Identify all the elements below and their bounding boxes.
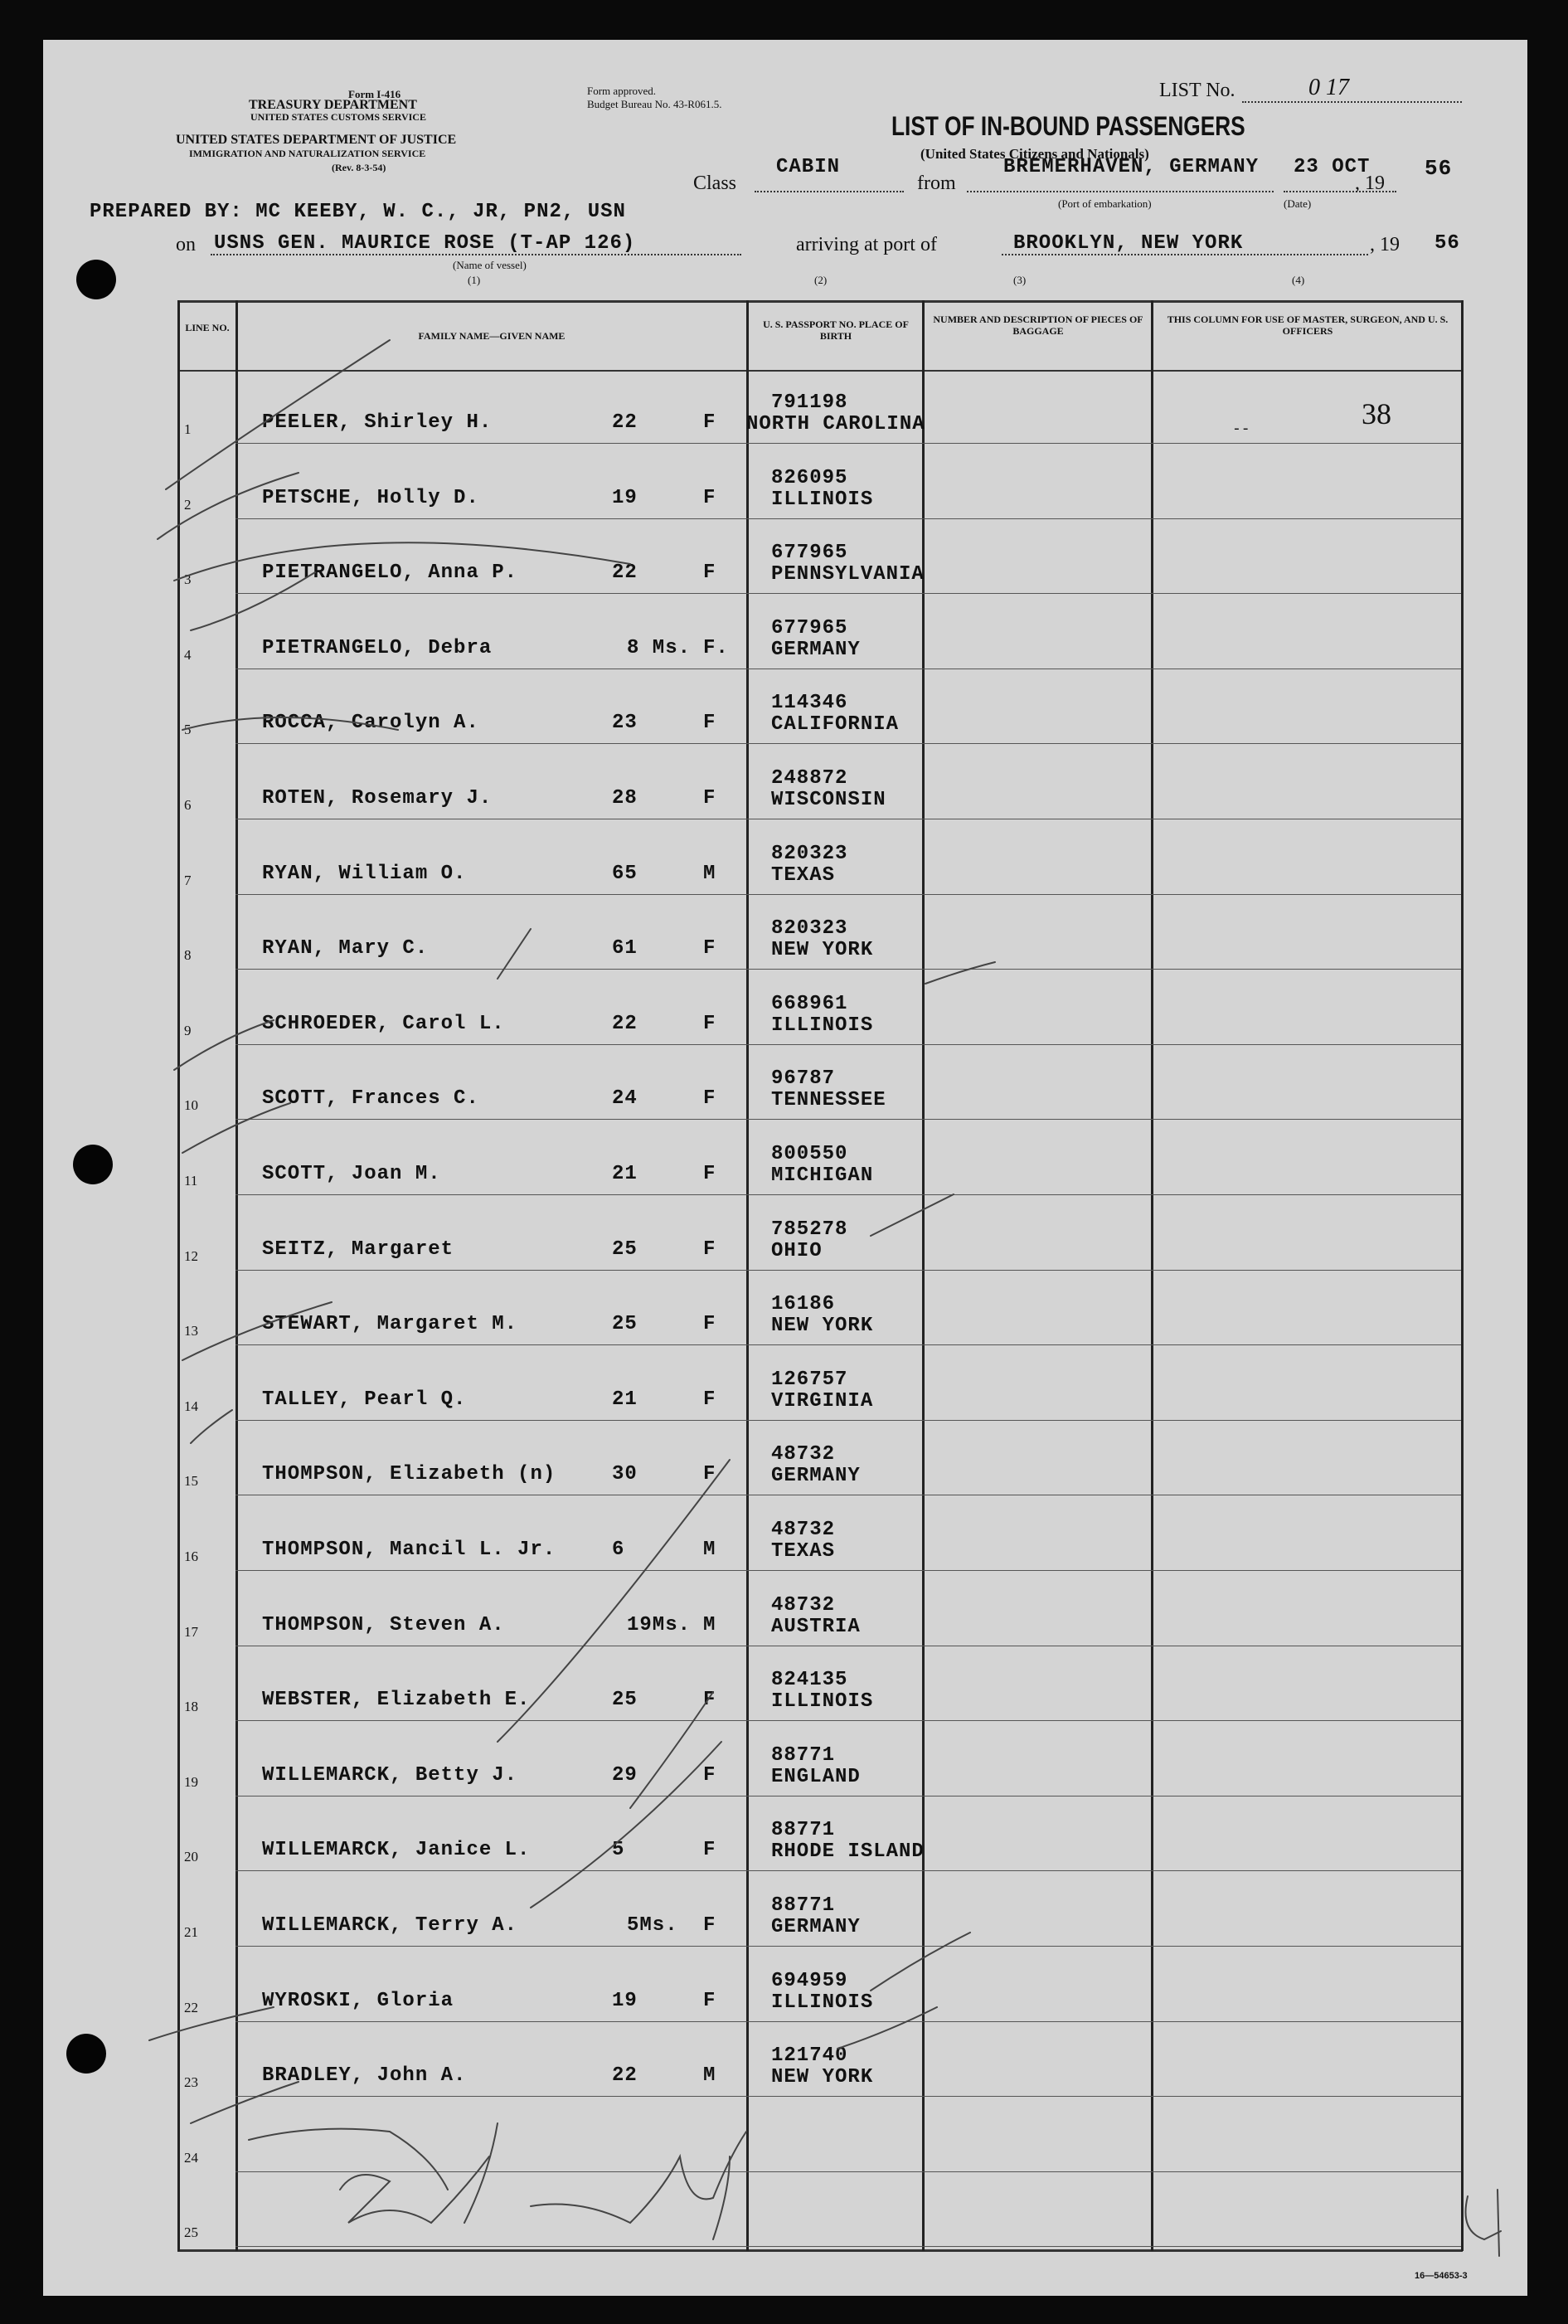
row-birthplace: ILLINOIS xyxy=(771,1014,874,1037)
row-birthplace: WISCONSIN xyxy=(771,789,886,811)
row-name: TALLEY, Pearl Q. xyxy=(262,1388,467,1411)
prepared-by: PREPARED BY: MC KEEBY, W. C., JR, PN2, USN xyxy=(90,201,626,223)
header-officers: THIS COLUMN FOR USE OF MASTER, SURGEON, AND U. S. OFFICERS xyxy=(1167,314,1449,337)
row-age: 24 xyxy=(612,1087,638,1111)
row-line-number: 7 xyxy=(184,872,192,888)
row-name: RYAN, William O. xyxy=(262,862,467,885)
row-sex: F xyxy=(703,1012,716,1035)
row-sex: M xyxy=(703,2064,716,2088)
row-passport: 694959 xyxy=(771,1969,848,1992)
row-age: 21 xyxy=(612,1163,638,1185)
row-name: WYROSKI, Gloria xyxy=(262,1989,454,2012)
row-birthplace: ILLINOIS xyxy=(771,488,874,511)
row-birthplace: CALIFORNIA xyxy=(771,713,900,737)
row-sex: F xyxy=(703,1087,716,1111)
row-passport: 677965 xyxy=(771,542,848,565)
row-passport: 677965 xyxy=(771,616,848,639)
header-baggage: NUMBER AND DESCRIPTION OF PIECES OF BAGGAGE xyxy=(933,314,1143,337)
row-age: 23 xyxy=(612,712,638,735)
from-label: from xyxy=(917,173,956,194)
row-name: STEWART, Margaret M. xyxy=(262,1313,518,1336)
row-sex: F xyxy=(703,411,716,434)
row-line-number: 14 xyxy=(184,1398,198,1414)
dept-treasury: TREASURY DEPARTMENT xyxy=(249,98,417,112)
year-prefix-1: , 19 xyxy=(1355,173,1385,194)
row-age: 22 xyxy=(612,411,638,434)
col-num-2: (2) xyxy=(814,274,828,286)
row-age: 19Ms. xyxy=(627,1613,692,1636)
row-passport: 16186 xyxy=(771,1293,836,1316)
row-age: 30 xyxy=(612,1463,638,1486)
row-line-number: 1 xyxy=(184,421,192,437)
row-birthplace: ENGLAND xyxy=(771,1765,861,1788)
date-value: 23 OCT xyxy=(1294,156,1371,178)
row-age: 61 xyxy=(612,937,638,960)
row-name: SEITZ, Margaret xyxy=(262,1237,454,1261)
row-sex: F xyxy=(703,562,716,585)
row-sex: F xyxy=(703,486,716,509)
row-name: WEBSTER, Elizabeth E. xyxy=(262,1689,531,1712)
form-subtitle: (United States Citizens and Nationals) xyxy=(920,146,1149,162)
vessel-name: USNS GEN. MAURICE ROSE (T-AP 126) xyxy=(214,232,636,255)
date-label: (Date) xyxy=(1284,197,1312,210)
dept-ins: IMMIGRATION AND NATURALIZATION SERVICE xyxy=(189,148,426,159)
year-value-2: 56 xyxy=(1435,232,1460,255)
row-name: THOMPSON, Steven A. xyxy=(262,1613,505,1636)
row-name: SCOTT, Joan M. xyxy=(262,1163,441,1185)
row-birthplace: NEW YORK xyxy=(771,2066,874,2089)
row-birthplace: OHIO xyxy=(771,1239,823,1262)
row-birthplace: ILLINOIS xyxy=(771,1690,874,1714)
row-age: 5Ms. xyxy=(627,1914,678,1937)
row-passport: 826095 xyxy=(771,466,848,489)
row-birthplace: PENNSYLVANIA xyxy=(771,563,925,586)
row-line-number: 11 xyxy=(184,1173,198,1189)
row-line-number: 18 xyxy=(184,1699,198,1715)
row-age: 6 xyxy=(612,1539,625,1561)
row-passport: 785278 xyxy=(771,1218,848,1241)
row-line-number: 16 xyxy=(184,1549,198,1564)
row-birthplace: MICHIGAN xyxy=(771,1164,874,1187)
row-sex: M xyxy=(703,862,716,885)
row-line-number: 2 xyxy=(184,496,192,513)
list-no-label: LIST No. xyxy=(1159,80,1235,101)
row-passport: 824135 xyxy=(771,1669,848,1692)
row-passport: 48732 xyxy=(771,1519,836,1541)
row-line-number: 12 xyxy=(184,1247,198,1264)
row-name: PIETRANGELO, Debra xyxy=(262,636,493,659)
row-birthplace: RHODE ISLAND xyxy=(771,1840,925,1864)
row-name: WILLEMARCK, Janice L. xyxy=(262,1839,531,1862)
row-birthplace: AUSTRIA xyxy=(771,1615,861,1638)
row-sex: F xyxy=(703,1313,716,1336)
row-passport: 668961 xyxy=(771,992,848,1015)
officer-count: 38 xyxy=(1362,397,1391,430)
row-birthplace: TEXAS xyxy=(771,1540,836,1563)
row-age: 22 xyxy=(612,562,638,585)
row-line-number: 20 xyxy=(184,1849,198,1865)
row-birthplace: GERMANY xyxy=(771,1465,861,1488)
footer-code: 16—54653-3 xyxy=(1415,2271,1468,2281)
row-birthplace: NEW YORK xyxy=(771,1315,874,1338)
row-sex: F. xyxy=(703,636,729,659)
header-line-no: LINE NO. xyxy=(185,322,230,333)
row-passport: 820323 xyxy=(771,917,848,941)
form-approved: Form approved. xyxy=(587,85,657,97)
row-line-number: 6 xyxy=(184,797,192,813)
row-line-number: 24 xyxy=(184,2149,198,2166)
header-passport: U. S. PASSPORT NO. PLACE OF BIRTH xyxy=(763,318,909,342)
row-name: WILLEMARCK, Betty J. xyxy=(262,1763,518,1787)
row-age: 25 xyxy=(612,1237,638,1261)
row-line-number: 19 xyxy=(184,1773,198,1790)
year-prefix-2: , 19 xyxy=(1370,234,1400,255)
col-num-1: (1) xyxy=(468,274,481,286)
class-value: CABIN xyxy=(776,156,841,178)
row-age: 22 xyxy=(612,1012,638,1035)
row-name: WILLEMARCK, Terry A. xyxy=(262,1914,518,1937)
row-sex: F xyxy=(703,1839,716,1862)
row-age: 21 xyxy=(612,1388,638,1411)
row-line-number: 13 xyxy=(184,1323,198,1339)
row-passport: 121740 xyxy=(771,2044,848,2068)
row-name: RYAN, Mary C. xyxy=(262,937,429,960)
row-line-number: 21 xyxy=(184,1924,198,1940)
row-name: SCHROEDER, Carol L. xyxy=(262,1012,505,1035)
col-num-4: (4) xyxy=(1292,274,1305,286)
row-age: 25 xyxy=(612,1689,638,1712)
form-title: LIST OF IN-BOUND PASSENGERS xyxy=(891,111,1245,141)
row-birthplace: GERMANY xyxy=(771,638,861,661)
row-birthplace: GERMANY xyxy=(771,1916,861,1938)
row-sex: F xyxy=(703,787,716,810)
row-sex: F xyxy=(703,1763,716,1787)
dept-customs: UNITED STATES CUSTOMS SERVICE xyxy=(250,111,426,123)
from-value: BREMERHAVEN, GERMANY xyxy=(1003,156,1260,178)
row-line-number: 8 xyxy=(184,947,192,964)
row-line-number: 17 xyxy=(184,1623,198,1640)
on-label: on xyxy=(176,234,196,255)
row-line-number: 15 xyxy=(184,1473,198,1490)
row-passport: 126757 xyxy=(771,1368,848,1391)
row-age: 5 xyxy=(612,1839,625,1862)
form-number: Form I-416 xyxy=(348,88,401,100)
row-passport: 48732 xyxy=(771,1593,836,1617)
row-line-number: 25 xyxy=(184,2224,198,2241)
corner-mark xyxy=(1489,2215,1490,2216)
row-passport: 48732 xyxy=(771,1443,836,1466)
row-age: 25 xyxy=(612,1313,638,1336)
row-age: 22 xyxy=(612,2064,638,2088)
arrival-port: BROOKLYN, NEW YORK xyxy=(1013,232,1244,255)
row-sex: F xyxy=(703,712,716,735)
row-age: 8 Ms. xyxy=(627,636,692,659)
row-line-number: 23 xyxy=(184,2074,198,2091)
officer-dash: -- xyxy=(1232,421,1250,438)
row-sex: F xyxy=(703,1914,716,1937)
row-sex: F xyxy=(703,1463,716,1486)
row-birthplace: ILLINOIS xyxy=(771,1991,874,2014)
row-name: SCOTT, Frances C. xyxy=(262,1087,479,1111)
row-name: THOMPSON, Elizabeth (n) xyxy=(262,1463,556,1486)
list-no-value: 0 17 xyxy=(1308,75,1349,100)
row-age: 65 xyxy=(612,862,638,885)
row-passport: 88771 xyxy=(771,1894,836,1917)
row-sex: F xyxy=(703,1237,716,1261)
budget-bureau: Budget Bureau No. 43-R061.5. xyxy=(587,98,722,110)
row-sex: F xyxy=(703,1388,716,1411)
row-birthplace: TENNESSEE xyxy=(771,1089,886,1112)
vessel-label: (Name of vessel) xyxy=(453,259,527,271)
class-label: Class xyxy=(693,173,737,194)
row-passport: 88771 xyxy=(771,1743,836,1767)
row-line-number: 5 xyxy=(184,722,192,738)
header-name: FAMILY NAME—GIVEN NAME xyxy=(418,330,566,342)
row-name: BRADLEY, John A. xyxy=(262,2064,467,2088)
row-line-number: 4 xyxy=(184,646,192,663)
row-age: 28 xyxy=(612,787,638,810)
row-age: 19 xyxy=(612,1989,638,2012)
arriving-label: arriving at port of xyxy=(796,234,937,255)
row-sex: F xyxy=(703,1689,716,1712)
dept-justice: UNITED STATES DEPARTMENT OF JUSTICE xyxy=(176,133,457,147)
row-passport: 96787 xyxy=(771,1067,836,1091)
row-age: 19 xyxy=(612,486,638,509)
row-sex: F xyxy=(703,1163,716,1185)
row-name: PETSCHE, Holly D. xyxy=(262,486,479,509)
row-name: PIETRANGELO, Anna P. xyxy=(262,562,518,585)
row-line-number: 3 xyxy=(184,571,192,588)
row-passport: 791198 xyxy=(771,391,848,414)
row-line-number: 22 xyxy=(184,1999,198,2015)
row-passport: 248872 xyxy=(771,767,848,790)
row-line-number: 9 xyxy=(184,1022,192,1038)
row-name: ROTEN, Rosemary J. xyxy=(262,787,493,810)
year-value-1: 56 xyxy=(1425,156,1453,181)
row-age: 29 xyxy=(612,1763,638,1787)
row-birthplace: NEW YORK xyxy=(771,939,874,962)
row-sex: F xyxy=(703,1989,716,2012)
row-birthplace: VIRGINIA xyxy=(771,1389,874,1412)
row-birthplace: NORTH CAROLINA xyxy=(746,413,925,435)
row-passport: 820323 xyxy=(771,842,848,865)
row-passport: 114346 xyxy=(771,692,848,715)
row-birthplace: TEXAS xyxy=(771,863,836,887)
row-sex: M xyxy=(703,1613,716,1636)
row-sex: F xyxy=(703,937,716,960)
row-line-number: 10 xyxy=(184,1097,198,1114)
row-passport: 88771 xyxy=(771,1819,836,1842)
row-passport: 800550 xyxy=(771,1143,848,1165)
col-num-3: (3) xyxy=(1013,274,1027,286)
form-revision: (Rev. 8-3-54) xyxy=(332,162,386,173)
row-sex: M xyxy=(703,1539,716,1561)
row-name: PEELER, Shirley H. xyxy=(262,411,493,434)
row-name: ROCCA, Carolyn A. xyxy=(262,712,479,735)
port-embark-label: (Port of embarkation) xyxy=(1058,197,1152,210)
row-name: THOMPSON, Mancil L. Jr. xyxy=(262,1539,556,1561)
